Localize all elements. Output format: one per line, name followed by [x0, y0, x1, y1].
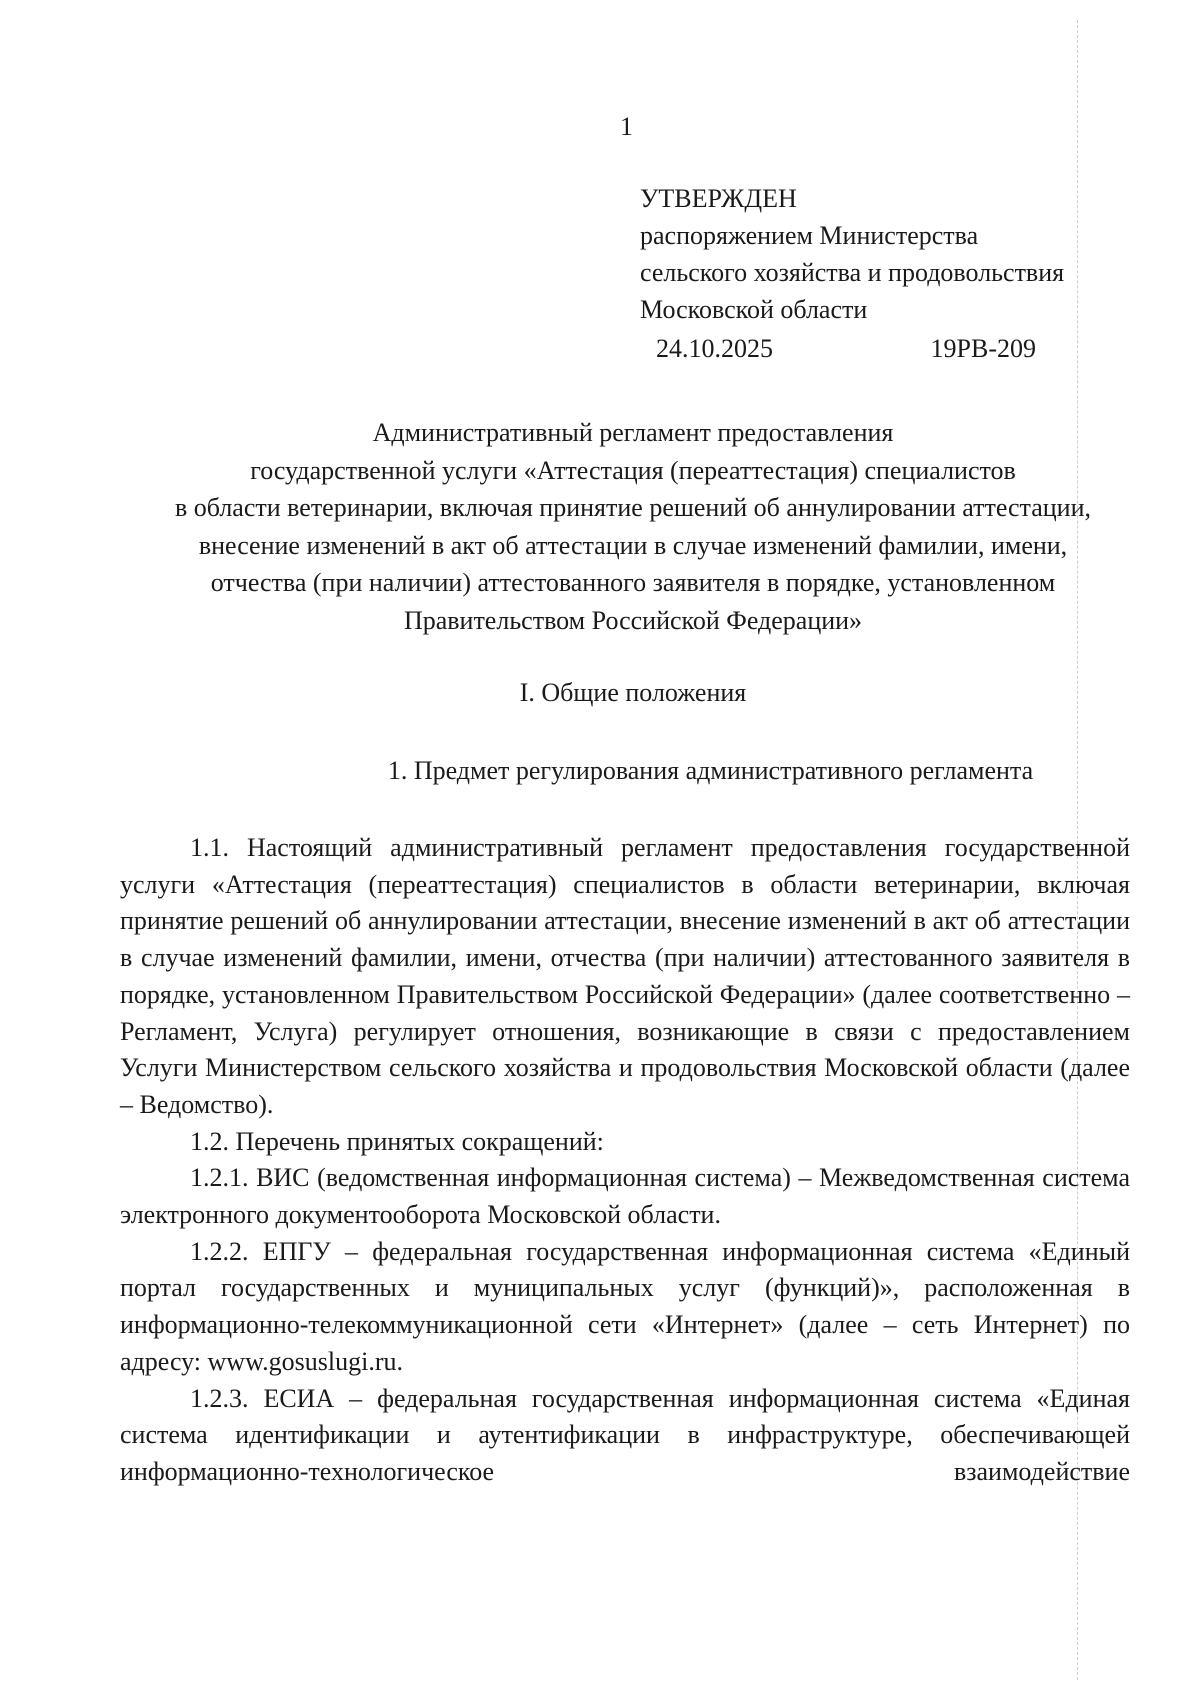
approval-line-1: распоряжением Министерства — [640, 221, 979, 250]
title-line: внесение изменений в акт об аттестации в случае изменений фамилии, имени, — [198, 530, 1068, 560]
paragraph: 1.2.3. ЕСИА – федеральная государственная информационная система «Единая система идентификации и аутентификации в инфраструктуре, обеспечивающей информационно-технологическое взаимодействие — [120, 1383, 1130, 1486]
paragraph: 1.2.1. ВИС (ведомственная информационная система) – Межведомственная система электронного документооборота Московской области. — [120, 1163, 1130, 1230]
subsection-heading: 1. Предмет регулирования административного регламента — [387, 756, 1034, 785]
title-line: государственной услуги «Аттестация (переаттестация) специалистов — [250, 455, 1016, 485]
approval-line-2: сельского хозяйства и продовольствия — [640, 258, 1065, 287]
approval-date: 24.10.2025 — [656, 334, 773, 363]
title-line: отчества (при наличии) аттестованного заявителя в порядке, установленном — [210, 568, 1056, 597]
title-line: Административный регламент предоставления — [372, 418, 894, 447]
document-title — [118, 414, 1148, 639]
approval-heading: УТВЕРЖДЕН — [640, 184, 797, 213]
paragraph: 1.2. Перечень принятых сокращений: — [190, 1126, 604, 1156]
body-text — [120, 830, 1130, 1491]
page-number: 1 — [620, 112, 633, 141]
approval-date-number — [656, 330, 1036, 367]
section-heading: I. Общие положения — [519, 678, 747, 707]
approval-number: 19РВ-209 — [930, 334, 1036, 363]
approval-line-3: Московской области — [640, 295, 868, 324]
approval-block — [640, 180, 1064, 367]
title-line: Правительством Российской Федерации» — [403, 605, 863, 635]
title-line: в области ветеринарии, включая принятие решений об аннулировании аттестации, — [174, 493, 1092, 522]
paragraph: 1.1. Настоящий административный регламент предоставления государственной услуги «Аттестация (переаттестация) специалистов в области ветеринарии, включая принятие решений об аннулировании аттестации, внесение изменений в акт об аттестации в случае изменений фамилии, имени, отчества (при наличии) аттестованного заявителя в порядке, установленном Правительством Российской Федерации» (далее соответственно – Регламент, Услуга) регулирует отношения, возникающие в связи с предоставлением Услуги Министерством сельского хозяйства и продовольствия Московской области (далее – Ведомство). — [120, 833, 1130, 1119]
paragraph: 1.2.2. ЕПГУ – федеральная государственная информационная система «Единый портал государственных и муниципальных услуг (функций)», расположенная в информационно-телекоммуникационной сети «Интернет» (далее – сеть Интернет) по адресу: www.gosuslugi.ru. — [120, 1236, 1130, 1376]
